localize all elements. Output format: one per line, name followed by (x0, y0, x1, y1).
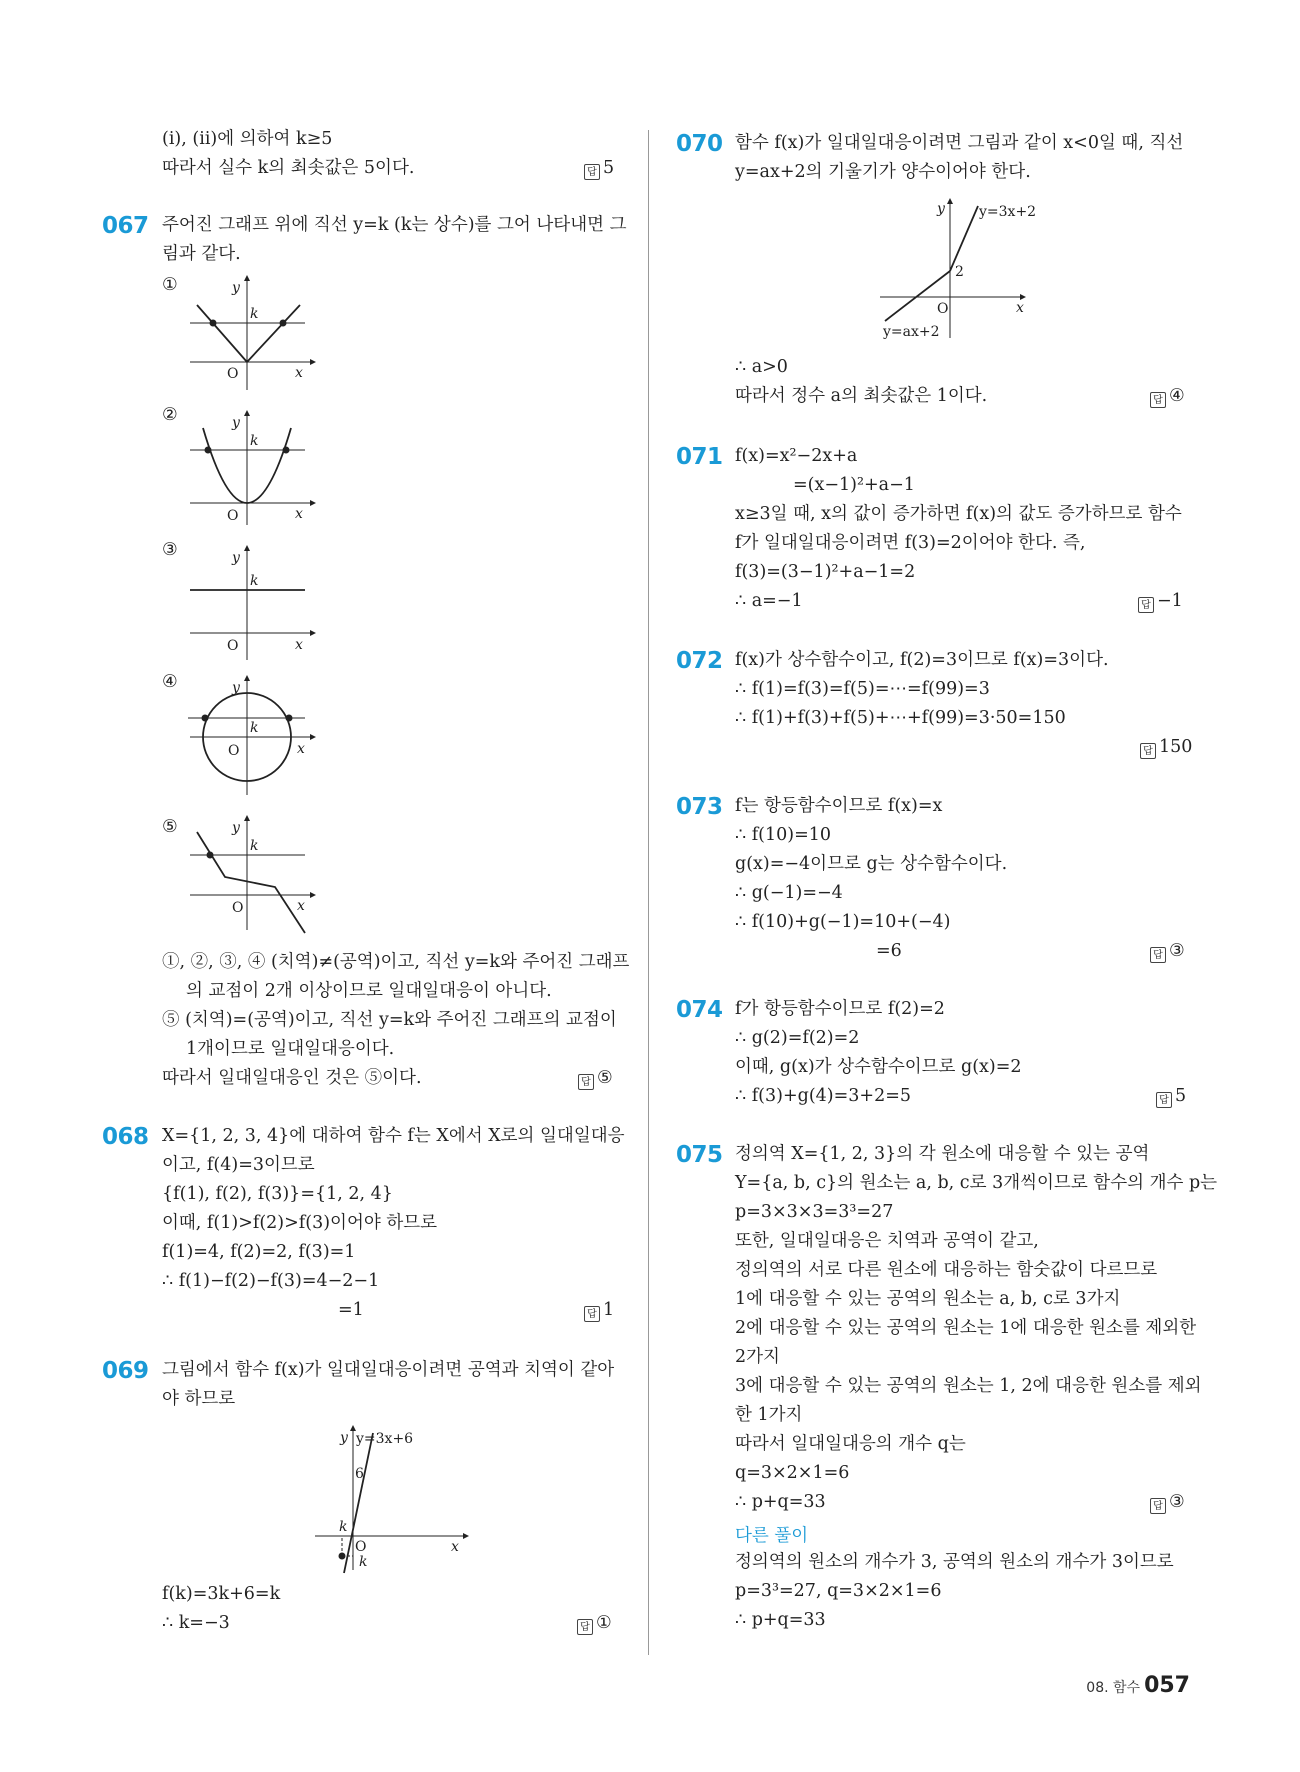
text-line: 2가지 (735, 1347, 780, 1367)
text-line: 림과 같다. (162, 244, 241, 264)
text-line: 정의역 X={1, 2, 3}의 각 원소에 대응할 수 있는 공역 (735, 1144, 1150, 1164)
text-line: X={1, 2, 3, 4}에 대하여 함수 f는 X에서 X로의 일대일대응 (162, 1126, 625, 1146)
two-label: 2 (955, 264, 964, 280)
page-footer (1086, 1673, 1190, 1698)
k-label: k (250, 838, 259, 854)
problem-number: 067 (102, 213, 149, 239)
graph-label: ① (162, 275, 178, 295)
problem-number: 069 (102, 1358, 149, 1384)
answer: 답 ① (577, 1613, 612, 1635)
text-line: 1개이므로 일대일대응이다. (186, 1039, 395, 1059)
text-line: =6 (876, 941, 902, 961)
text-line: ∴ f(1)=f(3)=f(5)=⋯=f(99)=3 (735, 679, 990, 699)
text-line: ⑤ (치역)=(공역)이고, 직선 y=k와 주어진 그래프의 교점이 (162, 1010, 617, 1030)
text-line: {f(1), f(2), f(3)}={1, 2, 4} (162, 1184, 393, 1204)
graph-5 (185, 815, 315, 940)
answer: 답 ③ (1150, 941, 1185, 963)
x-label: x (297, 741, 305, 757)
text-line: (ⅰ), (ⅱ)에 의하여 k≥5 (162, 129, 333, 149)
answer: 답 5 (584, 158, 614, 180)
text-line: 이때, f(1)>f(2)>f(3)이어야 하므로 (162, 1213, 438, 1233)
lower-line-label: y=ax+2 (883, 324, 940, 340)
chapter-label: 08. 함수 (1086, 1680, 1141, 1696)
answer: 답 5 (1156, 1086, 1186, 1108)
alt-solution-title: 다른 풀이 (735, 1526, 809, 1546)
answer: 답 1 (584, 1300, 614, 1322)
origin-label: O (227, 638, 239, 654)
text-line: ∴ g(2)=f(2)=2 (735, 1028, 860, 1048)
x-label: x (295, 637, 303, 653)
y-label: y (937, 201, 945, 217)
text-line: 따라서 일대일대응인 것은 ⑤이다. (162, 1068, 422, 1088)
graph-1 (185, 275, 315, 395)
y-label: y (340, 1430, 348, 1446)
y-label: y (232, 415, 240, 431)
text-line: f(3)=(3−1)²+a−1=2 (735, 562, 916, 582)
text-line: =(x−1)²+a−1 (793, 475, 915, 495)
text-line: f(x)=x²−2x+a (735, 446, 858, 466)
k-label: k (250, 573, 259, 589)
text-line: 2에 대응할 수 있는 공역의 원소는 1에 대응한 원소를 제외한 (735, 1318, 1197, 1338)
x-label: x (1016, 300, 1024, 316)
text-line: 3에 대응할 수 있는 공역의 원소는 1, 2에 대응한 원소를 제외 (735, 1376, 1202, 1396)
y-label: y (232, 820, 240, 836)
origin-label: O (227, 366, 239, 382)
text-line: 주어진 그래프 위에 직선 y=k (k는 상수)를 그어 나타내면 그 (162, 215, 627, 235)
text-line: 그림에서 함수 f(x)가 일대일대응이려면 공역과 치역이 같아 (162, 1360, 615, 1380)
problem-number: 070 (676, 131, 723, 157)
text-line: ①, ②, ③, ④ (치역)≠(공역)이고, 직선 y=k와 주어진 그래프 (162, 952, 630, 972)
problem-number: 074 (676, 997, 723, 1023)
origin-label: O (232, 900, 244, 916)
text-line: ∴ k=−3 (162, 1613, 230, 1633)
k-label: k (250, 306, 259, 322)
text-line: ∴ f(1)−f(2)−f(3)=4−2−1 (162, 1271, 380, 1291)
answer: 답 150 (1140, 737, 1192, 759)
text-line: x≥3일 때, x의 값이 증가하면 f(x)의 값도 증가하므로 함수 (735, 504, 1182, 524)
text-line: 함수 f(x)가 일대일대응이려면 그림과 같이 x<0일 때, 직선 (735, 133, 1184, 153)
answer: 답 ⑤ (578, 1068, 613, 1090)
text-line: ∴ a=−1 (735, 591, 803, 611)
text-line: 이때, g(x)가 상수함수이므로 g(x)=2 (735, 1057, 1022, 1077)
upper-line-label: y=3x+2 (979, 204, 1037, 220)
text-line: 1에 대응할 수 있는 공역의 원소는 a, b, c로 3가지 (735, 1289, 1121, 1309)
problem-number: 068 (102, 1124, 149, 1150)
text-line: Y={a, b, c}의 원소는 a, b, c로 3개씩이므로 함수의 개수 p는 (735, 1173, 1218, 1193)
text-line: 정의역의 서로 다른 원소에 대응하는 함숫값이 다르므로 (735, 1260, 1158, 1280)
graph-069 (315, 1425, 480, 1570)
graph-label: ② (162, 405, 178, 425)
graph-label: ③ (162, 540, 178, 560)
k-label: k (250, 720, 259, 736)
text-line: f는 항등함수이므로 f(x)=x (735, 796, 943, 816)
origin-label: O (227, 508, 239, 524)
problem-number: 072 (676, 648, 723, 674)
column-divider (648, 130, 649, 1655)
origin-label: O (228, 743, 240, 759)
graph-3 (185, 545, 315, 665)
y-label: y (232, 280, 240, 296)
origin-label: O (937, 301, 949, 317)
text-line: ∴ f(10)=10 (735, 825, 832, 845)
text-line: 따라서 일대일대응의 개수 q는 (735, 1434, 966, 1454)
y-label: y (232, 550, 240, 566)
text-line: ∴ f(10)+g(−1)=10+(−4) (735, 912, 951, 932)
x-label: x (295, 365, 303, 381)
text-line: ∴ p+q=33 (735, 1492, 826, 1512)
text-line: ∴ a>0 (735, 357, 788, 377)
text-line: f가 일대일대응이려면 f(3)=2이어야 한다. 즉, (735, 533, 1086, 553)
text-line: 따라서 실수 k의 최솟값은 5이다. (162, 158, 415, 178)
graph-label: ④ (162, 672, 178, 692)
text-line: ∴ f(1)+f(3)+f(5)+⋯+f(99)=3·50=150 (735, 708, 1066, 728)
text-line: 한 1가지 (735, 1405, 803, 1425)
text-line: q=3×2×1=6 (735, 1463, 850, 1483)
text-line: p=3×3×3=3³=27 (735, 1202, 894, 1222)
text-line: p=3³=27, q=3×2×1=6 (735, 1581, 942, 1601)
text-line: 정의역의 원소의 개수가 3, 공역의 원소의 개수가 3이므로 (735, 1552, 1174, 1572)
text-line: f가 항등함수이므로 f(2)=2 (735, 999, 945, 1019)
text-line: 따라서 정수 a의 최솟값은 1이다. (735, 386, 988, 406)
text-line: f(x)가 상수함수이고, f(2)=3이므로 f(x)=3이다. (735, 650, 1109, 670)
k-label: k (359, 1554, 368, 1570)
text-line: 의 교점이 2개 이상이므로 일대일대응이 아니다. (186, 981, 552, 1001)
graph-2 (185, 410, 315, 530)
graph-070 (880, 198, 1060, 343)
text-line: ∴ g(−1)=−4 (735, 883, 843, 903)
problem-number: 073 (676, 794, 723, 820)
text-line: f(1)=4, f(2)=2, f(3)=1 (162, 1242, 356, 1262)
line-label: y=3x+6 (356, 1431, 414, 1447)
x-label: x (297, 898, 305, 914)
graph-label: ⑤ (162, 817, 178, 837)
problem-number: 075 (676, 1142, 723, 1168)
text-line: f(k)=3k+6=k (162, 1584, 281, 1604)
text-line: g(x)=−4이므로 g는 상수함수이다. (735, 854, 1008, 874)
text-line: =1 (338, 1300, 364, 1320)
text-line: 또한, 일대일대응은 치역과 공역이 같고, (735, 1231, 1039, 1251)
x-label: x (295, 506, 303, 522)
text-line: 야 하므로 (162, 1389, 236, 1409)
x-label: x (451, 1539, 459, 1555)
page-number: 057 (1144, 1673, 1190, 1698)
problem-number: 071 (676, 444, 723, 470)
text-line: ∴ p+q=33 (735, 1610, 826, 1630)
answer: 답 ④ (1150, 386, 1185, 408)
six-label: 6 (355, 1466, 364, 1482)
k-label: k (250, 433, 259, 449)
origin-label: O (355, 1539, 367, 1555)
text-line: y=ax+2의 기울기가 양수이어야 한다. (735, 162, 1031, 182)
answer: 답 −1 (1138, 591, 1183, 613)
answer: 답 ③ (1150, 1492, 1185, 1514)
k-label: k (339, 1519, 348, 1535)
graph-4 (185, 675, 315, 800)
text-line: 이고, f(4)=3이므로 (162, 1155, 315, 1175)
y-label: y (232, 680, 240, 696)
text-line: ∴ f(3)+g(4)=3+2=5 (735, 1086, 912, 1106)
